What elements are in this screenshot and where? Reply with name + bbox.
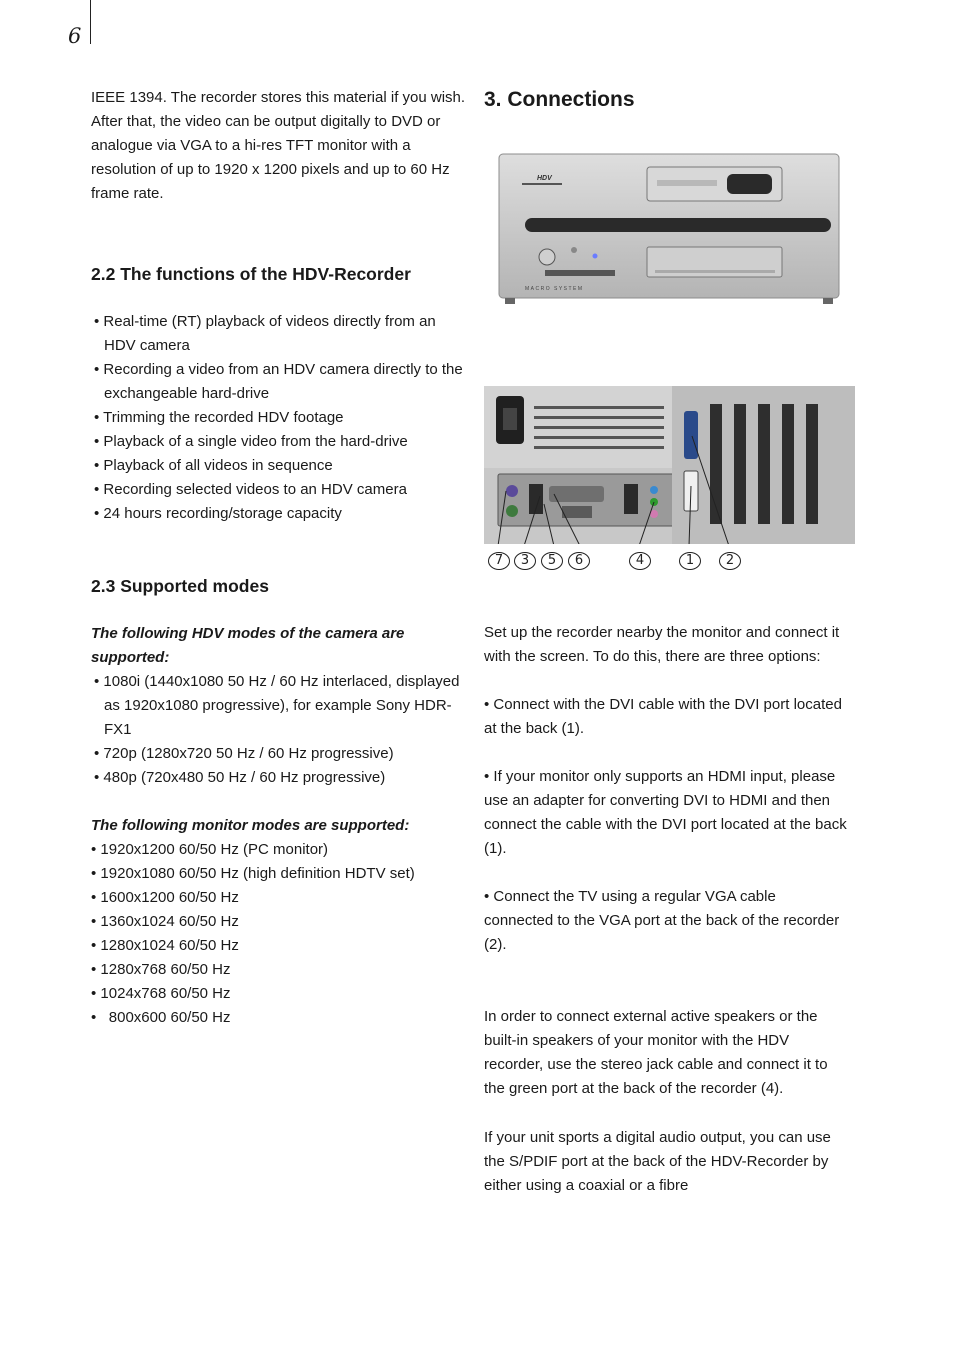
list-item: • Recording selected videos to an HDV camera	[94, 481, 407, 498]
speakers-paragraph: In order to connect external active speakers or the built-in speakers of your monitor with the HDV recorder, use the stereo jack cable and connect it to the green port at the back of the recorder (4).	[484, 1008, 828, 1097]
right-column	[484, 621, 849, 1198]
list-item: • 1280x1024 60/50 Hz	[91, 937, 239, 954]
list-item: • 1600x1200 60/50 Hz	[91, 889, 239, 906]
list-item: • 24 hours recording/storage capacity	[94, 505, 342, 522]
recorder-front-image	[497, 152, 841, 306]
callout-1: 1	[679, 552, 701, 570]
hdmi-paragraph: • If your monitor only supports an HDMI input, please use an adapter for converting DVI to HDMI and then connect the cable with the DVI port located at the back (1).	[484, 768, 847, 857]
list-item: • Recording a video from an HDV camera directly to the exchangeable hard-drive	[94, 361, 463, 402]
callout-4: 4	[629, 552, 651, 570]
spdif-paragraph: If your unit sports a digital audio output, you can use the S/PDIF port at the back of the HDV-Recorder by either using a coaxial or a fibre	[484, 1129, 831, 1194]
functions-list	[91, 310, 466, 526]
functions-heading: 2.2 The functions of the HDV-Recorder	[91, 264, 411, 284]
list-item: • Real-time (RT) playback of videos directly from an HDV camera	[94, 313, 436, 354]
recorder-back-image	[484, 386, 855, 544]
port-callouts	[484, 552, 855, 574]
callout-2: 2	[719, 552, 741, 570]
intro-paragraph: IEEE 1394. The recorder stores this material if you wish. After that, the video can be output digitally to DVD or analogue via VGA to a hi-res TFT monitor with a resolution of up to 1920 x 1200 pixels and up to 60 Hz frame rate.	[91, 89, 466, 202]
list-item: • 1920x1080 60/50 Hz (high definition HDTV set)	[91, 865, 415, 882]
list-item: • Playback of a single video from the hard-drive	[94, 433, 408, 450]
setup-paragraph: Set up the recorder nearby the monitor and connect it with the screen. To do this, there are three options:	[484, 624, 840, 665]
list-item: • 1360x1024 60/50 Hz	[91, 913, 239, 930]
list-item: • 480p (720x480 50 Hz / 60 Hz progressive)	[94, 769, 386, 786]
list-item: • 1920x1200 60/50 Hz (PC monitor)	[91, 841, 329, 858]
page-number-rule	[90, 0, 91, 44]
vga-paragraph: • Connect the TV using a regular VGA cable connected to the VGA port at the back of the recorder (2).	[484, 888, 840, 953]
list-item: • 1280x768 60/50 Hz	[91, 961, 231, 978]
connections-heading: 3. Connections	[484, 88, 635, 111]
callout-7: 7	[488, 552, 510, 570]
camera-modes-list	[91, 670, 466, 790]
callout-5: 5	[541, 552, 563, 570]
list-item: • 800x600 60/50 Hz	[91, 1009, 231, 1026]
modes-heading: 2.3 Supported modes	[91, 576, 269, 596]
list-item: • 1080i (1440x1080 50 Hz / 60 Hz interlaced, displayed as 1920x1080 progressive), for example Sony HDR-FX1	[94, 673, 460, 738]
callout-3: 3	[514, 552, 536, 570]
page-number: 6	[68, 24, 82, 48]
camera-modes-title: The following HDV modes of the camera are supported:	[91, 625, 405, 666]
panel-label: MACRO SYSTEM	[525, 286, 584, 292]
list-item: • Trimming the recorded HDV footage	[94, 409, 344, 426]
list-item: • Playback of all videos in sequence	[94, 457, 333, 474]
left-column	[91, 86, 466, 1030]
dvi-paragraph: • Connect with the DVI cable with the DVI port located at the back (1).	[484, 696, 842, 737]
list-item: • 1024x768 60/50 Hz	[91, 985, 231, 1002]
brand-label: HDV	[537, 175, 552, 182]
list-item: • 720p (1280x720 50 Hz / 60 Hz progressive)	[94, 745, 394, 762]
callout-6: 6	[568, 552, 590, 570]
monitor-modes-title: The following monitor modes are supported:	[91, 817, 410, 834]
monitor-modes-list	[91, 838, 466, 1030]
